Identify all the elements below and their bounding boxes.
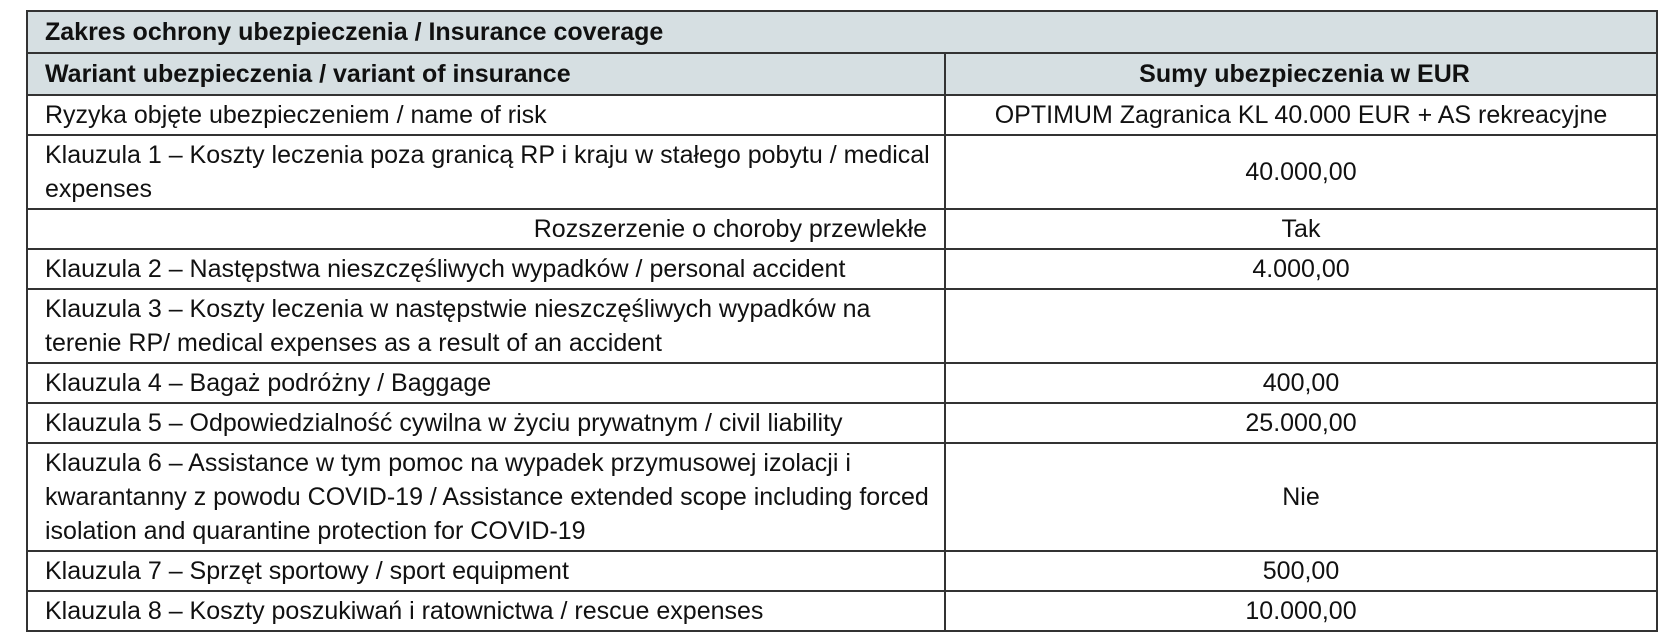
table-row: [27, 443, 1657, 551]
clause-value: 10.000,00: [945, 591, 1657, 631]
clause-label: Klauzula 8 – Koszty poszukiwań i ratownictwa / rescue expenses: [27, 591, 945, 631]
table-row: [27, 551, 1657, 591]
clause-label: Klauzula 4 – Bagaż podróżny / Baggage: [27, 363, 945, 403]
table-row: [27, 363, 1657, 403]
clause-value: 500,00: [945, 551, 1657, 591]
clause-value: 40.000,00: [945, 135, 1657, 209]
clause-value: 400,00: [945, 363, 1657, 403]
table-title-row: [27, 11, 1657, 53]
clause-value: 25.000,00: [945, 403, 1657, 443]
clause-label: Klauzula 2 – Następstwa nieszczęśliwych wypadków / personal accident: [27, 249, 945, 289]
extension-label: Rozszerzenie o choroby przewlekłe: [27, 209, 945, 249]
clause-label: Klauzula 1 – Koszty leczenia poza granicą RP i kraju w stałego pobytu / medical expenses: [27, 135, 945, 209]
column-header-sums: Sumy ubezpieczenia w EUR: [945, 53, 1657, 95]
table-row: [27, 289, 1657, 363]
extension-value: Tak: [945, 209, 1657, 249]
table-row: [27, 95, 1657, 135]
table-row: [27, 249, 1657, 289]
table-title: Zakres ochrony ubezpieczenia / Insurance coverage: [27, 11, 1657, 53]
clause-value: [945, 289, 1657, 363]
table-row: [27, 591, 1657, 631]
table-header-row: [27, 53, 1657, 95]
column-header-variant: Wariant ubezpieczenia / variant of insurance: [27, 53, 945, 95]
table-row: [27, 135, 1657, 209]
clause-label: Klauzula 3 – Koszty leczenia w następstwie nieszczęśliwych wypadków na terenie RP/ medical expenses as a result of an accident: [27, 289, 945, 363]
table-row: [27, 209, 1657, 249]
risk-name-value: OPTIMUM Zagranica KL 40.000 EUR + AS rekreacyjne: [945, 95, 1657, 135]
risk-name-label: Ryzyka objęte ubezpieczeniem / name of risk: [27, 95, 945, 135]
clause-label: Klauzula 5 – Odpowiedzialność cywilna w życiu prywatnym / civil liability: [27, 403, 945, 443]
clause-value: 4.000,00: [945, 249, 1657, 289]
clause-label: Klauzula 6 – Assistance w tym pomoc na wypadek przymusowej izolacji i kwarantanny z powodu COVID-19 / Assistance extended scope including forced isolation and quarantine protection for COVID-19: [27, 443, 945, 551]
clause-label: Klauzula 7 – Sprzęt sportowy / sport equipment: [27, 551, 945, 591]
clause-value: Nie: [945, 443, 1657, 551]
insurance-coverage-table: [26, 10, 1658, 632]
table-row: [27, 403, 1657, 443]
